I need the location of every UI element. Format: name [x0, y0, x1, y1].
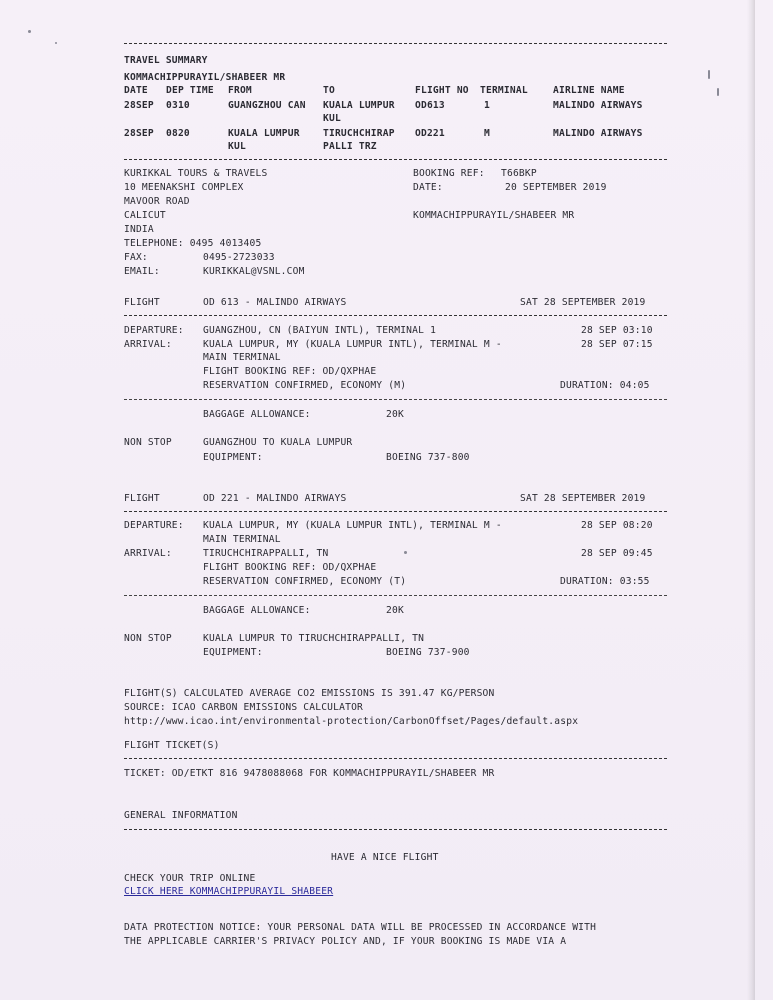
departure-airport: GUANGZHOU, CN (BAIYUN INTL), TERMINAL 1: [203, 325, 437, 336]
flight-duration: DURATION: 04:05: [560, 380, 650, 391]
flight-route: GUANGZHOU TO KUALA LUMPUR: [203, 437, 353, 448]
row-to: TIRUCHCHIRAP: [323, 128, 395, 139]
agency-passenger: KOMMACHIPPURAYIL/SHABEER MR: [413, 210, 575, 221]
agency-email: KURIKKAL@VSNL.COM: [203, 266, 305, 277]
row-date: 28SEP: [124, 128, 154, 139]
row-time: 0820: [166, 128, 190, 139]
data-protection-notice-cont: THE APPLICABLE CARRIER'S PRIVACY POLICY AND, IF YOUR BOOKING IS MADE VIA A: [124, 936, 567, 947]
divider-line: [124, 159, 667, 160]
ticket-number: TICKET: OD/ETKT 816 9478088068 FOR KOMMACHIPPURAYIL/SHABEER MR: [124, 768, 495, 779]
agency-telephone: TELEPHONE: 0495 4013405: [124, 238, 262, 249]
scan-speck: [708, 70, 710, 79]
divider-line: [124, 595, 667, 596]
emissions-url: http://www.icao.int/environmental-protection/CarbonOffset/Pages/default.aspx: [124, 716, 579, 727]
flight-date: SAT 28 SEPTEMBER 2019: [520, 297, 646, 308]
booking-ref-label: BOOKING REF:: [413, 168, 485, 179]
tickets-heading: FLIGHT TICKET(S): [124, 740, 220, 751]
row-flight: OD221: [415, 128, 445, 139]
row-terminal: 1: [484, 100, 490, 111]
col-header-to: TO: [323, 85, 335, 96]
divider-line: [124, 758, 667, 759]
row-terminal: M: [484, 128, 490, 139]
col-header-from: FROM: [228, 85, 252, 96]
flight-label: FLIGHT: [124, 297, 160, 308]
row-from: GUANGZHOU CAN: [228, 100, 306, 111]
flight-booking-ref: FLIGHT BOOKING REF: OD/QXPHAE: [203, 366, 377, 377]
scan-speck: [717, 88, 719, 96]
col-header-date: DATE: [124, 85, 148, 96]
departure-airport: KUALA LUMPUR, MY (KUALA LUMPUR INTL), TERMINAL M -: [203, 520, 502, 531]
row-airline: MALINDO AIRWAYS: [553, 128, 643, 139]
agency-email-label: EMAIL:: [124, 266, 160, 277]
scan-speck: [28, 30, 31, 33]
check-trip-link[interactable]: CLICK HERE KOMMACHIPPURAYIL SHABEER: [124, 886, 334, 897]
flight-date: SAT 28 SEPTEMBER 2019: [520, 493, 646, 504]
summary-passenger: KOMMACHIPPURAYIL/SHABEER MR: [124, 72, 286, 83]
arrival-airport: KUALA LUMPUR, MY (KUALA LUMPUR INTL), TERMINAL M -: [203, 339, 502, 350]
data-protection-notice: DATA PROTECTION NOTICE: YOUR PERSONAL DATA WILL BE PROCESSED IN ACCORDANCE WITH: [124, 922, 597, 933]
scan-speck: [55, 42, 57, 44]
col-header-terminal: TERMINAL: [480, 85, 528, 96]
row-to: KUALA LUMPUR: [323, 100, 395, 111]
equipment: BOEING 737-900: [386, 647, 470, 658]
arrival-time: 28 SEP 07:15: [581, 339, 653, 350]
flight-label: FLIGHT: [124, 493, 160, 504]
departure-label: DEPARTURE:: [124, 520, 184, 531]
flight-route: KUALA LUMPUR TO TIRUCHCHIRAPPALLI, TN: [203, 633, 425, 644]
flight-booking-ref: FLIGHT BOOKING REF: OD/QXPHAE: [203, 562, 377, 573]
issue-date: 20 SEPTEMBER 2019: [505, 182, 607, 193]
row-airline: MALINDO AIRWAYS: [553, 100, 643, 111]
arrival-label: ARRIVAL:: [124, 548, 172, 559]
departure-time: 28 SEP 08:20: [581, 520, 653, 531]
row-to-code: KUL: [323, 113, 341, 124]
equipment: BOEING 737-800: [386, 452, 470, 463]
agency-address-line: 10 MEENAKSHI COMPLEX: [124, 182, 244, 193]
row-from: KUALA LUMPUR: [228, 128, 300, 139]
greeting: HAVE A NICE FLIGHT: [331, 852, 439, 863]
row-time: 0310: [166, 100, 190, 111]
flight-name: OD 613 - MALINDO AIRWAYS: [203, 297, 347, 308]
check-online-label: CHECK YOUR TRIP ONLINE: [124, 873, 256, 884]
booking-ref: T66BKP: [501, 168, 537, 179]
baggage-allowance: 20K: [386, 605, 404, 616]
divider-line: [124, 43, 667, 44]
reservation-status: RESERVATION CONFIRMED, ECONOMY (T): [203, 576, 407, 587]
arrival-terminal-cont: MAIN TERMINAL: [203, 352, 281, 363]
departure-time: 28 SEP 03:10: [581, 325, 653, 336]
agency-address-line: MAVOOR ROAD: [124, 196, 190, 207]
page-edge-shadow: [747, 0, 755, 1000]
divider-line: [124, 511, 667, 512]
stop-label: NON STOP: [124, 437, 172, 448]
col-header-flight-no: FLIGHT NO: [415, 85, 469, 96]
general-heading: GENERAL INFORMATION: [124, 810, 238, 821]
arrival-label: ARRIVAL:: [124, 339, 172, 350]
row-flight: OD613: [415, 100, 445, 111]
agency-fax-label: FAX:: [124, 252, 148, 263]
col-header-dep-time: DEP TIME: [166, 85, 214, 96]
equipment-label: EQUIPMENT:: [203, 452, 263, 463]
agency-name: KURIKKAL TOURS & TRAVELS: [124, 168, 268, 179]
emissions-source: SOURCE: ICAO CARBON EMISSIONS CALCULATOR: [124, 702, 364, 713]
summary-title: TRAVEL SUMMARY: [124, 55, 208, 66]
baggage-allowance: 20K: [386, 409, 404, 420]
emissions-line: FLIGHT(S) CALCULATED AVERAGE CO2 EMISSIONS IS 391.47 KG/PERSON: [124, 688, 495, 699]
agency-fax: 0495-2723033: [203, 252, 275, 263]
agency-country: INDIA: [124, 224, 154, 235]
equipment-label: EQUIPMENT:: [203, 647, 263, 658]
divider-line: [124, 829, 667, 830]
issue-date-label: DATE:: [413, 182, 443, 193]
divider-line: [124, 399, 667, 400]
row-to-code: PALLI TRZ: [323, 141, 377, 152]
arrival-time: 28 SEP 09:45: [581, 548, 653, 559]
departure-terminal-cont: MAIN TERMINAL: [203, 534, 281, 545]
baggage-label: BAGGAGE ALLOWANCE:: [203, 409, 311, 420]
departure-label: DEPARTURE:: [124, 325, 184, 336]
row-from-code: KUL: [228, 141, 246, 152]
baggage-label: BAGGAGE ALLOWANCE:: [203, 605, 311, 616]
scan-speck: [404, 551, 407, 554]
reservation-status: RESERVATION CONFIRMED, ECONOMY (M): [203, 380, 407, 391]
flight-duration: DURATION: 03:55: [560, 576, 650, 587]
divider-line: [124, 315, 667, 316]
col-header-airline: AIRLINE NAME: [553, 85, 625, 96]
flight-name: OD 221 - MALINDO AIRWAYS: [203, 493, 347, 504]
agency-city: CALICUT: [124, 210, 166, 221]
stop-label: NON STOP: [124, 633, 172, 644]
arrival-airport: TIRUCHCHIRAPPALLI, TN: [203, 548, 329, 559]
row-date: 28SEP: [124, 100, 154, 111]
